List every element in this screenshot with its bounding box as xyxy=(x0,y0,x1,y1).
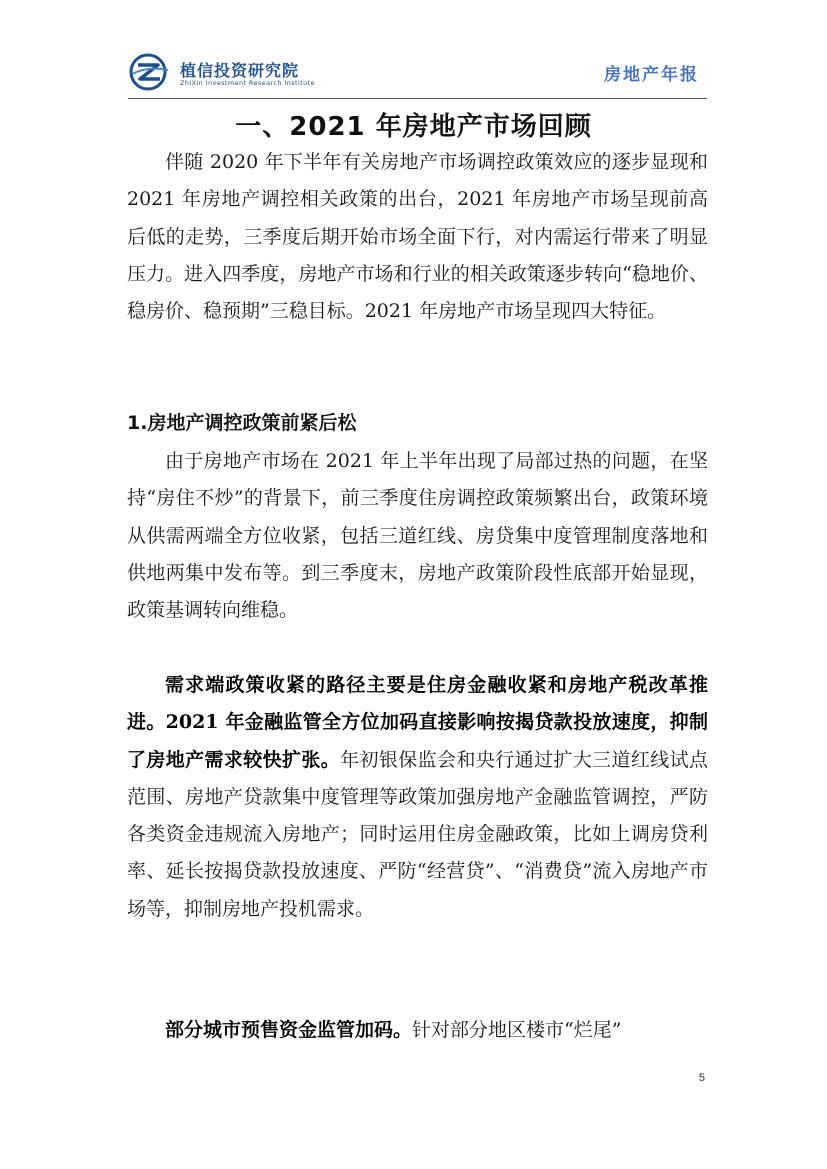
paragraph-demand-body: 年初银保监会和央行通过扩大三道红线试点范围、房地产贷款集中度管理等政策加强房地产金融监管调控，严防各类资金违规流入房地产；同时运用住房金融政策，比如上调房贷利率、延长按揭贷款投放速度、严防“经营贷”、“消费贷”流入房地产市场等，抑制房地产投机需求。 xyxy=(127,748,708,920)
institute-name-english: ZhiXin Investment Research Institute xyxy=(180,79,315,87)
paragraph-presale xyxy=(127,1012,708,1049)
institute-logo-icon xyxy=(128,52,170,92)
paragraph-presale-body: 针对部分地区楼市“烂尾” xyxy=(412,1019,622,1041)
paragraph-demand xyxy=(127,667,708,928)
report-type-label: 房地产年报 xyxy=(604,65,699,85)
paragraph-demand-emphasis: 需求端政策收紧的路径主要是住房金融收紧和房地产税改革推进。2021 年金融监管全方位加码直接影响按揭贷款投放速度，抑制了房地产需求较快扩张。 xyxy=(127,674,708,771)
page-number: 5 xyxy=(698,1072,705,1084)
subheading-policy: 1.房地产调控政策前紧后松 xyxy=(127,412,357,434)
paragraph-policy: 由于房地产市场在 2021 年上半年出现了局部过热的问题，在坚持“房住不炒”的背景下，前三季度住房调控政策频繁出台，政策环境从供需两端全方位收紧，包括三道红线、房贷集中度管理制度落地和供地两集中发布等。到三季度末，房地产政策阶段性底部开始显现，政策基调转向维稳。 xyxy=(127,450,708,622)
section-title: 一、2021 年房地产市场回顾 xyxy=(235,112,592,142)
paragraph-presale-emphasis: 部分城市预售资金监管加码。 xyxy=(165,1019,413,1041)
paragraph-intro: 伴随 2020 年下半年有关房地产市场调控政策效应的逐步显现和 2021 年房地产调控相关政策的出台，2021 年房地产市场呈现前高后低的走势，三季度后期开始市场全面下行，对内需运行带来了明显压力。进入四季度，房地产市场和行业的相关政策逐步转向“稳地价、稳房价、稳预期”三稳目标。2021 年房地产市场呈现四大特征。 xyxy=(127,151,708,323)
institute-name: 植信投资研究院 xyxy=(180,61,300,80)
page-header xyxy=(128,50,707,99)
